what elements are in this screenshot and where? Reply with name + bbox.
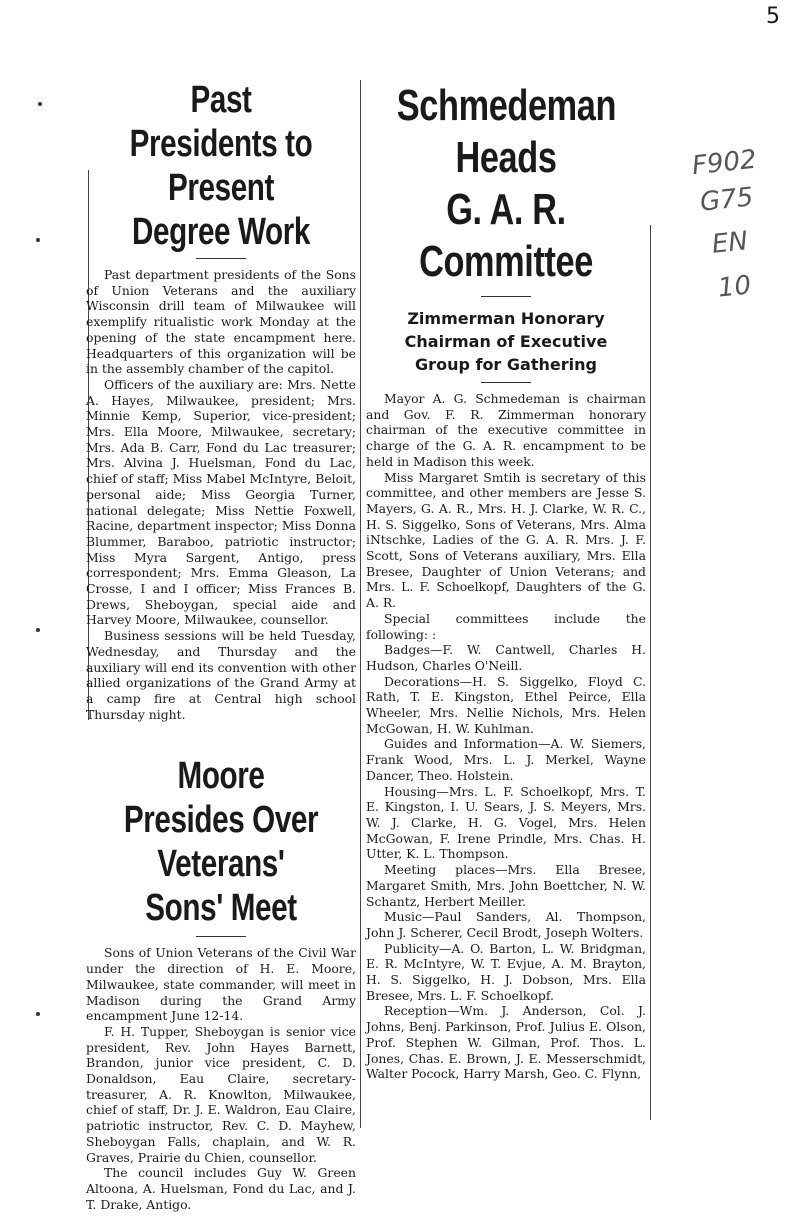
story-schmedeman-body bbox=[366, 391, 646, 1082]
story-past-presidents bbox=[86, 78, 356, 722]
paragraph: Reception—Wm. J. Anderson, Col. J. Johns, Benj. Parkinson, Prof. Julius E. Olson, Prof. Stephen W. Gilman, Prof. Thos. L. Jones, Chas. E. Brown, J. E. Messerschmidt, Walter Pocock, Harry Marsh, Geo. C. Flynn, bbox=[366, 1003, 646, 1082]
paragraph: Mayor A. G. Schmedeman is chairman and Gov. F. R. Zimmerman honorary chairman of the executive committee in charge of the G. A. R. encampment to be held in Madison this week. bbox=[366, 391, 646, 469]
paragraph: Meeting places—Mrs. Ella Bresee, Margaret Smith, Mrs. John Boettcher, N. W. Schantz, Herbert Meiller. bbox=[366, 862, 646, 909]
paragraph: Music—Paul Sanders, Al. Thompson, John J. Scherer, Cecil Brodt, Joseph Wolters. bbox=[366, 909, 646, 940]
subhead-line1: Zimmerman Honorary bbox=[407, 309, 605, 328]
handwritten-note-4: 10 bbox=[716, 270, 753, 304]
story-past-presidents-body bbox=[86, 267, 356, 722]
paragraph: Badges—F. W. Cantwell, Charles H. Hudson, Charles O'Neill. bbox=[366, 642, 646, 673]
paragraph: Publicity—A. O. Barton, L. W. Bridgman, E. R. McIntyre, W. T. Evjue, A. M. Brayton, H. S. Siggelko, H. J. Dobson, Mrs. Ella Bresee, Mrs. L. F. Schoelkopf. bbox=[366, 940, 646, 1003]
story-moore-presides-body bbox=[86, 945, 356, 1212]
page-number: 5 bbox=[766, 4, 780, 29]
handwritten-note-3: EN bbox=[710, 226, 750, 260]
right-column bbox=[366, 80, 646, 1082]
column-border bbox=[650, 225, 651, 1120]
left-column bbox=[86, 78, 356, 1212]
handwritten-note-2: G75 bbox=[698, 182, 755, 218]
margin-mark bbox=[36, 238, 40, 242]
subhead-rule bbox=[481, 382, 531, 383]
handwritten-note-1: F902 bbox=[690, 144, 758, 182]
margin-mark bbox=[36, 1012, 40, 1016]
headline-rule bbox=[481, 296, 531, 297]
column-divider bbox=[360, 80, 361, 1128]
paragraph: Past department presidents of the Sons of Union Veterans and the auxiliary Wisconsin drill team of Milwaukee will exemplify ritualistic work Monday at the opening of the state encampment here. Headquarters of this organization will be in the assembly chamber of the capitol. bbox=[86, 267, 356, 377]
headline-moore-presides-line2: Veterans' Sons' Meet bbox=[145, 843, 297, 930]
margin-mark bbox=[38, 102, 42, 106]
paragraph: Special committees include the following: : bbox=[366, 610, 646, 642]
headline-rule bbox=[196, 936, 246, 937]
margin-mark bbox=[36, 628, 40, 632]
headline-past-presidents-line1: Past Presidents to bbox=[129, 79, 313, 165]
headline-schmedeman-line2: G. A. R. Committee bbox=[419, 185, 593, 286]
headline-past-presidents-line2: Present Degree Work bbox=[131, 167, 311, 253]
headline-rule bbox=[196, 258, 246, 259]
paragraph: The council includes Guy W. Green Altoona, A. Huelsman, Fond du Lac, and J. T. Drake, Antigo. bbox=[86, 1165, 356, 1212]
paragraph: F. H. Tupper, Sheboygan is senior vice president, Rev. John Hayes Barnett, Brandon, junior vice president, C. D. Donaldson, Eau Claire, secretary-treasurer, A. R. Knowlton, Milwaukee, chief of staff, Dr. J. E. Waldron, Eau Claire, patriotic instructor, Rev. C. D. Mayhew, Sheboygan Falls, chaplain, and W. R. Graves, Prairie du Chien, counsellor. bbox=[86, 1023, 356, 1165]
paragraph: Officers of the auxiliary are: Mrs. Nette A. Hayes, Milwaukee, president; Mrs. Minnie Kemp, Superior, vice-president; Mrs. Ella Moore, Milwaukee, secretary; Mrs. Ada B. Carr, Fond du Lac treasurer; Mrs. Alvina J. Huelsman, Fond du Lac, chief of staff; Miss Mabel McIntyre, Beloit, personal aide; Miss Georgia Turner, national delegate; Miss Nettie Foxwell, Racine, department inspector; Miss Donna Blummer, Baraboo, patriotic instructor; Miss Myra Sargent, Antigo, press correspondent; Mrs. Emma Gleason, La Crosse, I and I officer; Miss Frances B. Drews, Sheboygan, special aide and Harvey Moore, Milwaukee, counsellor. bbox=[86, 376, 356, 628]
paragraph: Decorations—H. S. Siggelko, Floyd C. Rath, T. E. Kingston, Ethel Peirce, Ella Wheeler, Mrs. Nellie Nichols, Mrs. Helen McGowan, H. W. Kuhlman. bbox=[366, 673, 646, 736]
headline-moore-presides-line1: Moore Presides Over bbox=[123, 755, 319, 842]
story-moore-presides bbox=[86, 754, 356, 1212]
headline-schmedeman-line1: Schmedeman Heads bbox=[396, 81, 617, 182]
paragraph: Miss Margaret Smtih is secretary of this committee, and other members are Jesse S. Mayers, G. A. R., Mrs. H. J. Clarke, W. R. C., H. S. Siggelko, Sons of Veterans, Mrs. Alma iNtschke, Ladies of the G. A. R. Mrs. J. F. Scott, Sons of Veterans auxiliary, Mrs. Ella Bresee, Daughter of Union Veterans; and Mrs. L. F. Schoelkopf, Daughters of the G. A. R. bbox=[366, 469, 646, 611]
paragraph: Sons of Union Veterans of the Civil War under the direction of H. E. Moore, Milwaukee, state commander, will meet in Madison during the Grand Army encampment June 12-14. bbox=[86, 945, 356, 1024]
paragraph: Business sessions will be held Tuesday, Wednesday, and Thursday and the auxiliary will end its convention with other allied organizations of the Grand Army at a camp fire at Central high school Thursday night. bbox=[86, 628, 356, 722]
paragraph: Guides and Information—A. W. Siemers, Frank Wood, Mrs. L. J. Merkel, Wayne Dancer, Theo. Holstein. bbox=[366, 736, 646, 783]
paragraph: Housing—Mrs. L. F. Schoelkopf, Mrs. T. E. Kingston, I. U. Sears, J. S. Meyers, Mrs. W. J. Clarke, H. G. Vogel, Mrs. Helen McGowan, F. Irene Prindle, Mrs. Chas. H. Utter, K. L. Thompson. bbox=[366, 783, 646, 862]
subhead-line3: Group for Gathering bbox=[415, 355, 597, 374]
subhead-line2: Chairman of Executive bbox=[404, 332, 608, 351]
